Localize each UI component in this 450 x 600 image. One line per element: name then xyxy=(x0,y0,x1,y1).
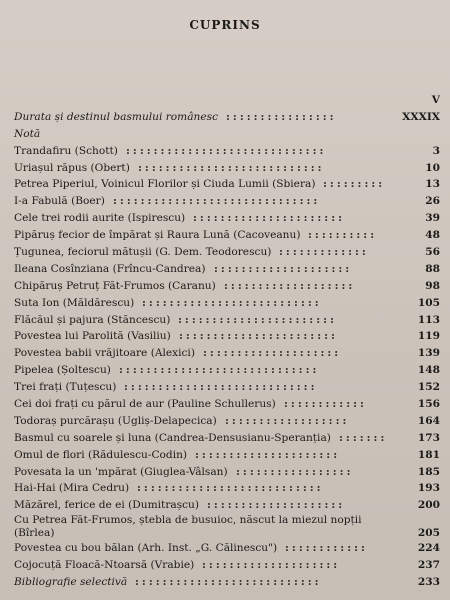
toc-entry xyxy=(14,447,440,464)
toc-entry-title: Pipelea (Șoltescu) xyxy=(14,364,111,377)
toc-entry-page: 152 xyxy=(417,381,440,394)
dot-leader: :::::::::::::::::::: xyxy=(214,262,353,275)
toc-entry-page: 48 xyxy=(425,229,440,242)
dot-leader: :::::::::::::::::::: xyxy=(203,347,342,360)
toc-entry xyxy=(14,480,440,497)
dot-leader: :::::::::::::::::::::::::::: xyxy=(124,381,318,394)
toc-entry xyxy=(14,210,440,227)
toc-entry xyxy=(14,345,440,362)
toc-entry-title: Trandafiru (Schott) xyxy=(14,144,118,157)
toc-entry-title: Măzărel, ferice de ei (Dumitrașcu) xyxy=(14,499,200,512)
toc-entry xyxy=(14,278,440,295)
toc-entry xyxy=(14,497,440,514)
toc-entry xyxy=(14,514,440,540)
toc-entry-title: Uriașul răpus (Obert) xyxy=(14,161,130,174)
dot-leader: ::::::::::::::::::::: xyxy=(195,448,341,461)
toc-entry-title: Povesata la un 'mpărat (Giuglea-Vâlsan) xyxy=(14,465,228,478)
dot-leader: :::::::::::: xyxy=(284,398,367,411)
toc-entry xyxy=(14,193,440,210)
toc-entry xyxy=(14,396,440,413)
toc-entry-page: 233 xyxy=(417,576,440,589)
toc-entry-title: Chipăruș Petruț Făt-Frumos (Caranu) xyxy=(14,279,216,292)
toc-entry-title: Notă xyxy=(14,127,41,140)
toc-entry-page: 98 xyxy=(425,279,440,292)
dot-leader: :::::::::::::::::::::: xyxy=(193,212,346,225)
dot-leader: :::::::::::::::::::: xyxy=(202,559,341,572)
toc-entry-title: Bibliografie selectivă xyxy=(14,576,128,589)
toc-entry-title: I-a Fabulă (Boer) xyxy=(14,195,105,208)
toc-entry xyxy=(14,176,440,193)
toc-entry-page: 10 xyxy=(425,161,440,174)
toc-column-label-row xyxy=(14,92,440,109)
toc-entry-title: Hai-Hai (Mira Cedru) xyxy=(14,482,130,495)
toc-entry-title: Trei frați (Tuțescu) xyxy=(14,381,117,394)
toc-entry-page: 56 xyxy=(425,246,440,259)
toc-entry-page: 200 xyxy=(417,499,440,512)
dot-leader: ::::::::::::::::::::::: xyxy=(178,313,337,326)
toc-entry-page: 88 xyxy=(425,262,440,275)
toc-entry-title: Basmul cu soarele și luna (Candrea-Densusianu-Speranția) xyxy=(14,431,331,444)
toc-column-label: V xyxy=(431,94,440,106)
toc-entry xyxy=(14,126,440,143)
toc-entry-title: Todoraș purcărașu (Ugliș-Delapecica) xyxy=(14,414,217,427)
dot-leader: ::::::::::::::::::::::::::::: xyxy=(119,364,320,377)
toc-entry-title: Cojocuță Floacă-Ntoarsă (Vrabie) xyxy=(14,559,195,572)
toc-entry-page: 156 xyxy=(417,398,440,411)
toc-entry-title: Povestea babii vrăjitoare (Alexici) xyxy=(14,347,195,360)
dot-leader: ::::::::: xyxy=(323,178,386,191)
toc-entry xyxy=(14,261,440,278)
toc-entry-page: XXXIX xyxy=(402,110,440,123)
toc-entry-title: Pipăruș fecior de împărat și Raura Lună (Cacoveanu) xyxy=(14,229,301,242)
dot-leader: :::::::::::::::: xyxy=(226,110,337,123)
toc-entry-page: 205 xyxy=(417,527,440,540)
toc-entry xyxy=(14,109,440,126)
toc-entry-title: Cele trei rodii aurite (Ispirescu) xyxy=(14,212,186,225)
table-of-contents xyxy=(14,92,440,591)
toc-entry-page: 148 xyxy=(417,364,440,377)
dot-leader: ::::::::::::: xyxy=(279,246,369,259)
toc-entry xyxy=(14,328,440,345)
dot-leader: ::::::::::::::::::::::::::: xyxy=(138,161,325,174)
dot-leader: :::::::::::::::::::::::::: xyxy=(142,296,322,309)
toc-entry xyxy=(14,362,440,379)
toc-entry-page: 26 xyxy=(425,195,440,208)
toc-entry xyxy=(14,143,440,160)
toc-entry xyxy=(14,557,440,574)
toc-entry xyxy=(14,430,440,447)
dot-leader: :::::::::::::::::::: xyxy=(207,499,346,512)
dot-leader: :::::::::: xyxy=(308,229,378,242)
dot-leader: ::::::: xyxy=(339,431,388,444)
toc-entry xyxy=(14,379,440,396)
toc-entry xyxy=(14,312,440,329)
toc-entry-title: Cu Petrea Făt-Frumos, ștebla de busuioc, născut la miezul nopții (Bîrlea) xyxy=(14,514,362,540)
toc-entry-title: Petrea Piperiul, Voinicul Florilor și Ciuda Lumii (Sbiera) xyxy=(14,178,316,191)
toc-entry-page: 13 xyxy=(425,178,440,191)
toc-entry xyxy=(14,244,440,261)
dot-leader: :::::::::::: xyxy=(285,542,368,555)
toc-entry xyxy=(14,574,440,591)
toc-entry-page: 139 xyxy=(417,347,440,360)
toc-entry-title: Omul de flori (Rădulescu-Codin) xyxy=(14,448,188,461)
toc-entry-page: 105 xyxy=(417,296,440,309)
toc-entry-title: Povestea cu bou bălan (Arh. Inst. „G. Călinescu") xyxy=(14,542,278,555)
dot-leader: ::::::::::::::::: xyxy=(236,465,354,478)
dot-leader: ::::::::::::::::::: xyxy=(224,279,356,292)
dot-leader: :::::::::::::::::::::::::::::: xyxy=(113,195,321,208)
toc-entry-page: 237 xyxy=(417,559,440,572)
toc-entry-page: 3 xyxy=(432,144,440,157)
toc-entry-title: Cei doi frați cu părul de aur (Pauline Schullerus) xyxy=(14,398,276,411)
dot-leader: :::::::::::::::::: xyxy=(225,414,350,427)
toc-entry-page: 173 xyxy=(417,431,440,444)
toc-entry xyxy=(14,413,440,430)
toc-entry-page: 193 xyxy=(417,482,440,495)
toc-entry-page: 113 xyxy=(417,313,440,326)
toc-entry-title: Povestea lui Parolită (Vasiliu) xyxy=(14,330,171,343)
toc-entry xyxy=(14,160,440,177)
toc-entry xyxy=(14,464,440,481)
toc-entry-page: 185 xyxy=(417,465,440,478)
dot-leader: ::::::::::::::::::::::::::: xyxy=(137,482,324,495)
toc-entry-title: Flăcăul și pajura (Stăncescu) xyxy=(14,313,171,326)
dot-leader: ::::::::::::::::::::::::::::: xyxy=(126,144,327,157)
toc-entry xyxy=(14,295,440,312)
dot-leader: ::::::::::::::::::::::: xyxy=(179,330,338,343)
toc-entry-title: Durata și destinul basmului românesc xyxy=(14,110,218,123)
toc-entry xyxy=(14,540,440,557)
toc-entry-title: Ileana Cosînziana (Frîncu-Candrea) xyxy=(14,262,206,275)
toc-entry-title: Suta Ion (Măldărescu) xyxy=(14,296,135,309)
toc-entry-page: 39 xyxy=(425,212,440,225)
toc-entry-page: 181 xyxy=(417,448,440,461)
toc-entry-page: 164 xyxy=(417,414,440,427)
toc-entry-page: 224 xyxy=(417,542,440,555)
page-title: CUPRINS xyxy=(189,18,261,32)
toc-entry-page: 119 xyxy=(417,330,440,343)
toc-entry xyxy=(14,227,440,244)
toc-entry-title: Țugunea, feciorul mătușii (G. Dem. Teodorescu) xyxy=(14,246,272,259)
dot-leader: ::::::::::::::::::::::::::: xyxy=(135,576,322,589)
